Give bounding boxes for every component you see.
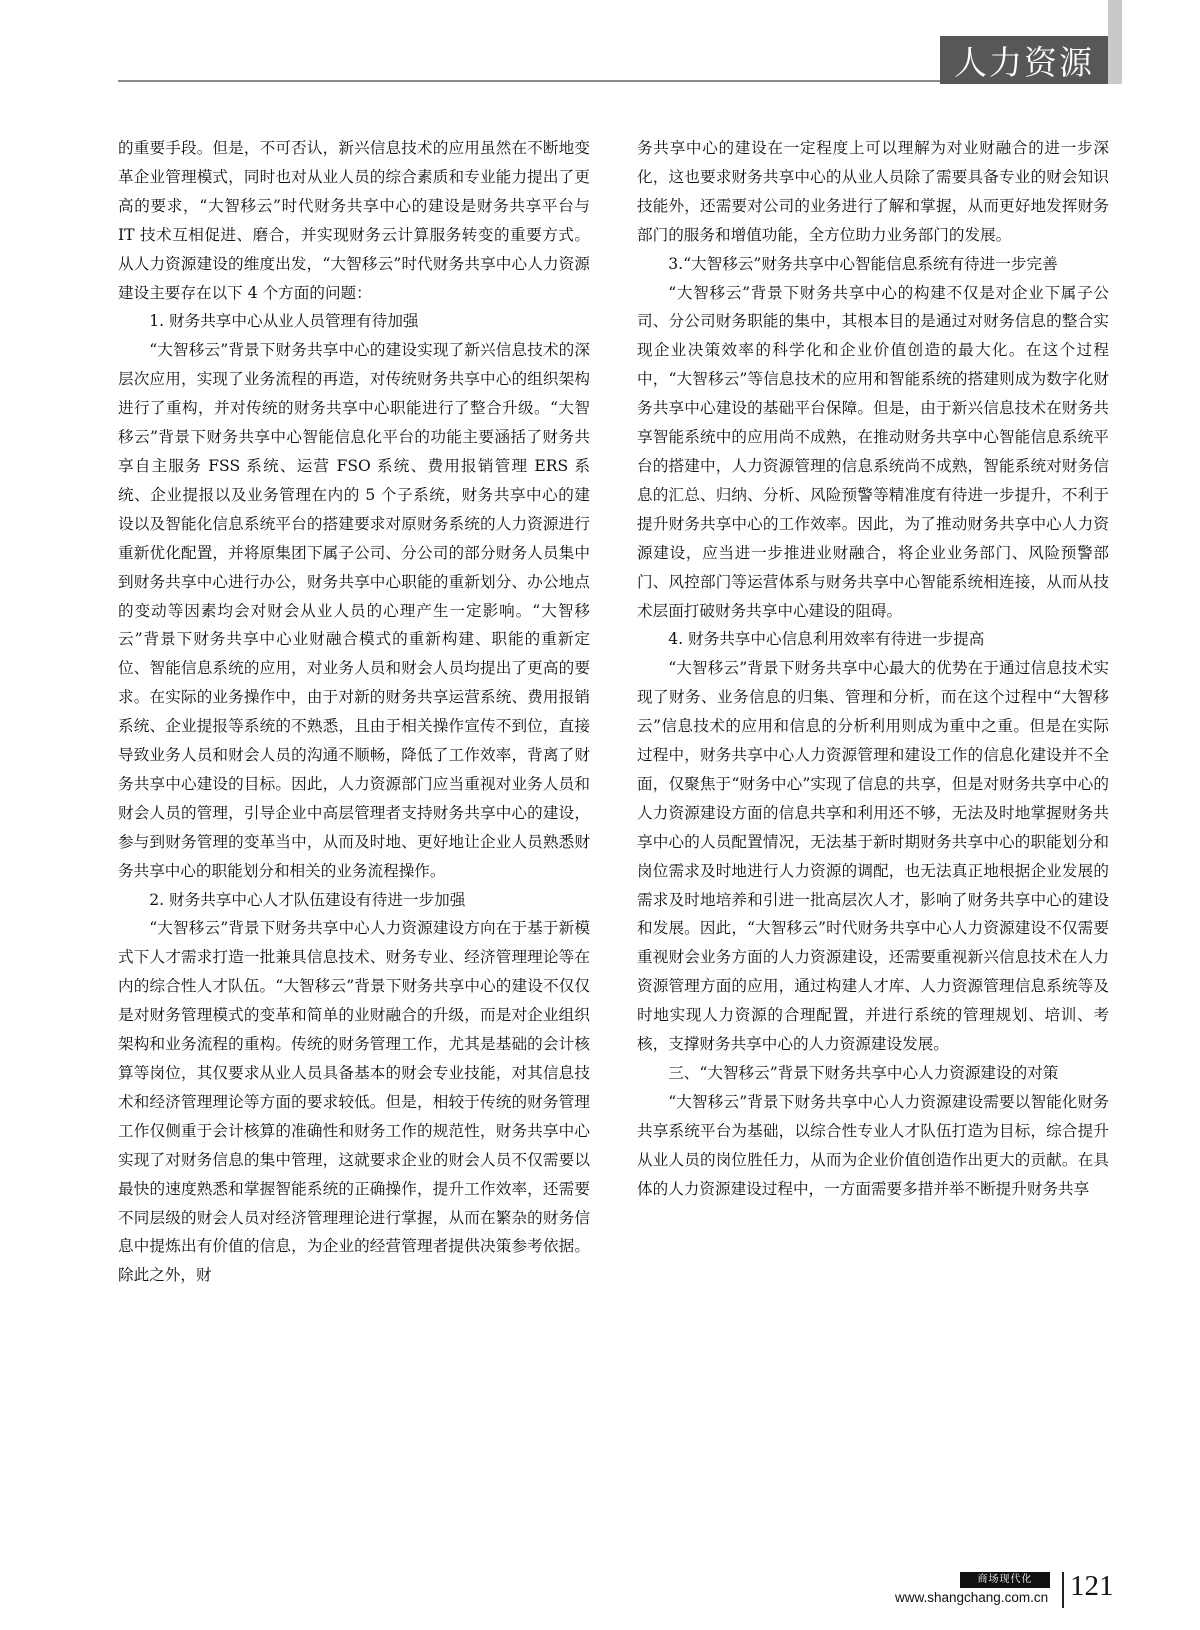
page-edge-bar (1108, 0, 1122, 84)
paragraph: “大智移云”背景下财务共享中心的建设实现了新兴信息技术的深层次应用，实现了业务流程的再造，对传统财务共享中心的组织架构进行了重构，并对传统的财务共享中心职能进行了整合升级。“大智移云”背景下财务共享中心智能信息化平台的功能主要涵括了财务共享自主服务 FSS 系统、运营 FSO 系统、费用报销管理 ERS 系统、企业提报以及业务管理在内的 5 个子系统，财务共享中心的建设以及智能化信息系统平台的搭建要求对原财务系统的人力资源进行重新优化配置，并将原集团下属子公司、分公司的部分财务人员集中到财务共享中心进行办公，财务共享中心职能的重新划分、办公地点的变动等因素均会对财会从业人员的心理产生一定影响。“大智移云”背景下财务共享中心业财融合模式的重新构建、职能的重新定位、智能信息系统的应用，对业务人员和财会人员均提出了更高的要求。在实际的业务操作中，由于对新的财务共享运营系统、费用报销系统、企业提报等系统的不熟悉，且由于相关操作宣传不到位，直接导致业务人员和财会人员的沟通不顺畅，降低了工作效率，背离了财务共享中心建设的目标。因此，人力资源部门应当重视对业务人员和财会人员的管理，引导企业中高层管理者支持财务共享中心的建设，参与到财务管理的变革当中，从而及时地、更好地让企业人员熟悉财务共享中心的职能划分和相关的业务流程操作。 (118, 341, 590, 880)
paragraph: “大智移云”背景下财务共享中心人力资源建设需要以智能化财务共享系统平台为基础，以综合性专业人才队伍打造为目标，综合提升从业人员的岗位胜任力，从而为企业价值创造作出更大的贡献。在具体的人力资源建设过程中，一方面需要多措并举不断提升财务共享 (637, 1092, 1109, 1198)
paragraph: 的重要手段。但是，不可否认，新兴信息技术的应用虽然在不断地变革企业管理模式，同时也对从业人员的综合素质和专业能力提出了更高的要求，“大智移云”时代财务共享中心的建设是财务共享平台与 IT 技术互相促进、磨合，并实现财务云计算服务转变的重要方式。从人力资源建设的维度出发，“大智移云”时代财务共享中心人力资源建设主要存在以下 4 个方面的问题： (118, 139, 590, 302)
magazine-logo: 商场现代化 (960, 1572, 1050, 1588)
page-number: 121 (1070, 1570, 1114, 1602)
header-rule (118, 80, 940, 82)
paragraph: “大智移云”背景下财务共享中心最大的优势在于通过信息技术实现了财务、业务信息的归集、管理和分析，而在这个过程中“大智移云”信息技术的应用和信息的分析利用则成为重中之重。但是在实际过程中，财务共享中心人力资源管理和建设工作的信息化建设并不全面，仅聚焦于“财务中心”实现了信息的共享，但是对财务共享中心的人力资源建设方面的信息共享和利用还不够，无法及时地掌握财务共享中心的人员配置情况，无法基于新时期财务共享中心的职能划分和岗位需求及时地进行人力资源的调配，也无法真正地根据企业发展的需求及时地培养和引进一批高层次人才，影响了财务共享中心的建设和发展。因此，“大智移云”时代财务共享中心人力资源建设不仅需要重视财会业务方面的人力资源建设，还需要重视新兴信息技术在人力资源管理方面的应用，通过构建人才库、人力资源管理信息系统等及时地实现人力资源的合理配置，并进行系统的管理规划、培训、考核，支撑财务共享中心的人力资源建设发展。 (637, 659, 1109, 1054)
subheading: 3.“大智移云”财务共享中心智能信息系统有待进一步完善 (668, 254, 1058, 273)
section-title-tab: 人力资源 (940, 36, 1108, 84)
right-column (637, 134, 1109, 1204)
paragraph: 务共享中心的建设在一定程度上可以理解为对业财融合的进一步深化，这也要求财务共享中心的从业人员除了需要具备专业的财会知识技能外，还需要对公司的业务进行了解和掌握，从而更好地发挥财务部门的服务和增值功能，全方位助力业务部门的发展。 (637, 139, 1109, 244)
paragraph: “大智移云”背景下财务共享中心人力资源建设方向在于基于新模式下人才需求打造一批兼具信息技术、财务专业、经济管理理论等在内的综合性人才队伍。“大智移云”背景下财务共享中心的建设不仅仅是对财务管理模式的变革和简单的业财融合的升级，而是对企业组织架构和业务流程的重构。传统的财务管理工作，尤其是基础的会计核算等岗位，其仅要求从业人员具备基本的财会专业技能，对其信息技术和经济管理理论等方面的要求较低。但是，相较于传统的财务管理工作仅侧重于会计核算的准确性和财务工作的规范性，财务共享中心实现了对财务信息的集中管理，这就要求企业的财会人员不仅需要以最快的速度熟悉和掌握智能系统的正确操作，提升工作效率，还需要不同层级的财会人员对经济管理理论进行掌握，从而在繁杂的财务信息中提炼出有价值的信息，为企业的经营管理者提供决策参考依据。除此之外，财 (118, 919, 590, 1285)
section-heading: 三、“大智移云”背景下财务共享中心人力资源建设的对策 (668, 1064, 1059, 1082)
website-url: www.shangchang.com.cn (895, 1590, 1049, 1605)
subheading: 1. 财务共享中心从业人员管理有待加强 (149, 312, 419, 331)
subheading: 2. 财务共享中心人才队伍建设有待进一步加强 (149, 890, 466, 909)
left-column (118, 134, 590, 1290)
footer-divider (1062, 1572, 1064, 1608)
paragraph: “大智移云”背景下财务共享中心的构建不仅是对企业下属子公司、分公司财务职能的集中，其根本目的是通过对财务信息的整合实现企业决策效率的科学化和企业价值创造的最大化。在这个过程中，“大智移云”等信息技术的应用和智能系统的搭建则成为数字化财务共享中心建设的基础平台保障。但是，由于新兴信息技术在财务共享智能系统中的应用尚不成熟，在推动财务共享中心智能信息系统平台的搭建中，人力资源管理的信息系统尚不成熟，智能系统对财务信息的汇总、归纳、分析、风险预警等精准度有待进一步提升，不利于提升财务共享中心的工作效率。因此，为了推动财务共享中心人力资源建设，应当进一步推进业财融合，将企业业务部门、风险预警部门、风控部门等运营体系与财务共享中心智能系统相连接，从而从技术层面打破财务共享中心建设的阻碍。 (637, 283, 1109, 620)
subheading: 4. 财务共享中心信息利用效率有待进一步提高 (668, 630, 985, 649)
page-footer (0, 1568, 1200, 1618)
